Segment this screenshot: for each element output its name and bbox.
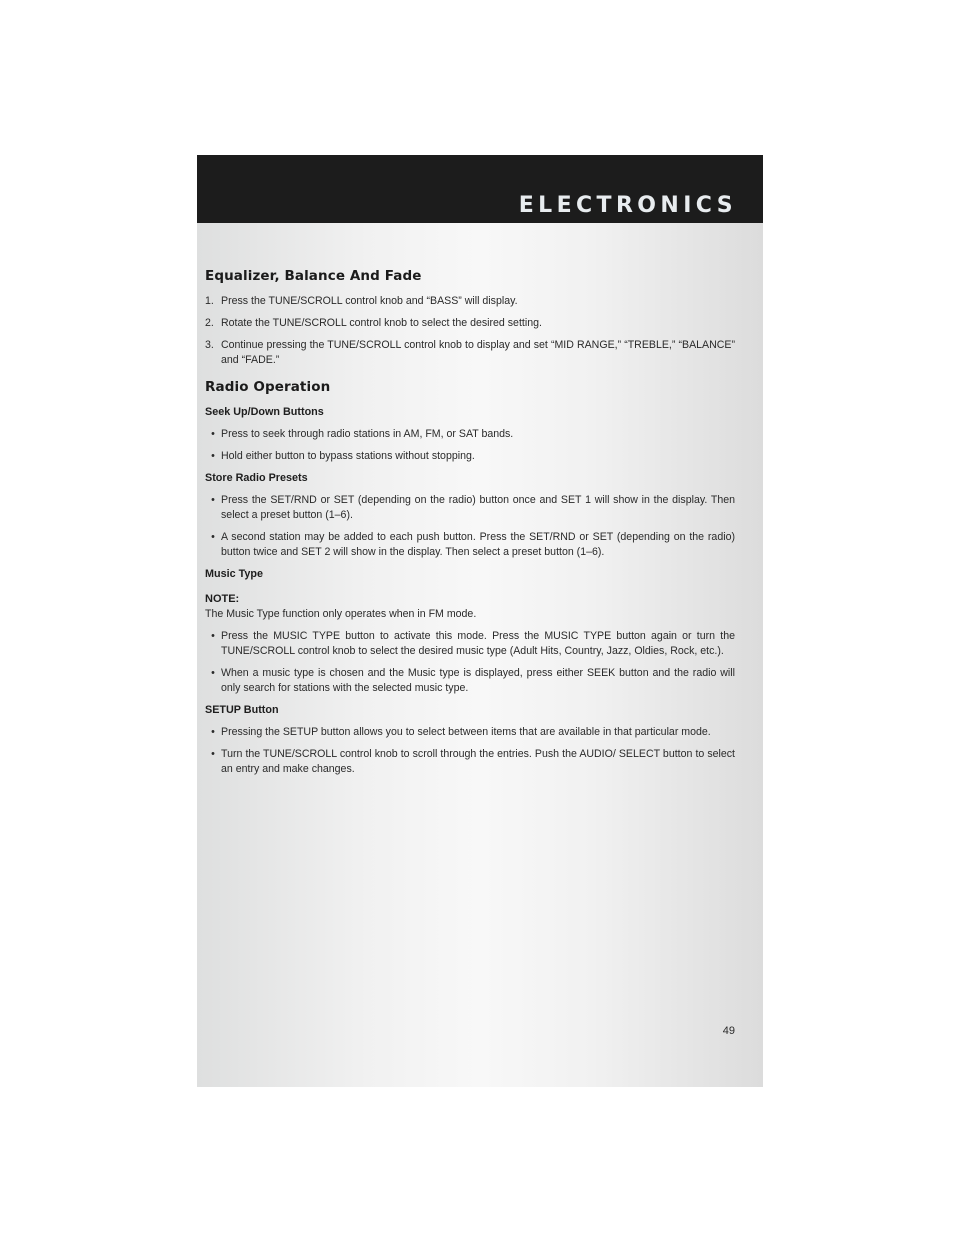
eq-heading: Equalizer, Balance And Fade [205, 268, 422, 284]
bullet-icon: • [211, 726, 215, 738]
step-text: Rotate the TUNE/SCROLL control knob to select the desired setting. [221, 317, 542, 329]
page-content [205, 269, 735, 784]
numbered-step [205, 294, 735, 309]
manual-page [197, 155, 763, 1087]
presets-subhead: Store Radio Presets [205, 472, 308, 484]
numbered-step [205, 338, 735, 368]
music-type-subhead: Music Type [205, 568, 263, 580]
bullet-text: When a music type is chosen and the Music type is displayed, press either SEEK button and the radio will only search for stations with the selected music type. [221, 667, 735, 694]
bullet-item [205, 666, 735, 696]
bullet-item [205, 427, 735, 442]
bullet-text: Hold either button to bypass stations without stopping. [221, 450, 475, 462]
bullet-item [205, 530, 735, 560]
numbered-step [205, 316, 735, 331]
step-text: Continue pressing the TUNE/SCROLL control knob to display and set “MID RANGE,” “TREBLE,” “BALANCE” and “FADE.” [221, 339, 735, 366]
bullet-item [205, 449, 735, 464]
bullet-icon: • [211, 494, 215, 506]
bullet-text: Press the MUSIC TYPE button to activate this mode. Press the MUSIC TYPE button again or turn the TUNE/SCROLL control knob to select the desired music type (Adult Hits, Country, Jazz, Oldies, Rock, etc.). [221, 630, 735, 657]
bullet-icon: • [211, 450, 215, 462]
step-number: 3. [205, 339, 214, 351]
bullet-icon: • [211, 630, 215, 642]
bullet-item [205, 725, 735, 740]
step-number: 1. [205, 295, 214, 307]
bullet-item [205, 493, 735, 523]
note-label: NOTE: [205, 593, 240, 605]
header-bar [197, 155, 763, 223]
step-text: Press the TUNE/SCROLL control knob and “BASS” will display. [221, 295, 518, 307]
bullet-text: Pressing the SETUP button allows you to select between items that are available in that particular mode. [221, 726, 711, 738]
bullet-item [205, 747, 735, 777]
bullet-text: Press to seek through radio stations in AM, FM, or SAT bands. [221, 428, 514, 440]
bullet-text: A second station may be added to each push button. Press the SET/RND or SET (depending on the radio) button twice and SET 2 will show in the display. Then select a preset button (1–6). [221, 531, 735, 558]
radio-heading: Radio Operation [205, 379, 331, 395]
bullet-icon: • [211, 748, 215, 760]
setup-subhead: SETUP Button [205, 704, 279, 716]
bullet-icon: • [211, 667, 215, 679]
section-title: ELECTRONICS [518, 193, 737, 218]
bullet-item [205, 629, 735, 659]
bullet-text: Press the SET/RND or SET (depending on the radio) button once and SET 1 will show in the display. Then select a preset button (1–6). [221, 494, 735, 521]
bullet-icon: • [211, 428, 215, 440]
bullet-icon: • [211, 531, 215, 543]
page-number: 49 [722, 1025, 735, 1037]
bullet-text: Turn the TUNE/SCROLL control knob to scroll through the entries. Push the AUDIO/ SELECT button to select an entry and make changes. [221, 748, 735, 775]
seek-subhead: Seek Up/Down Buttons [205, 406, 324, 418]
step-number: 2. [205, 317, 214, 329]
note-text: The Music Type function only operates when in FM mode. [205, 608, 477, 620]
